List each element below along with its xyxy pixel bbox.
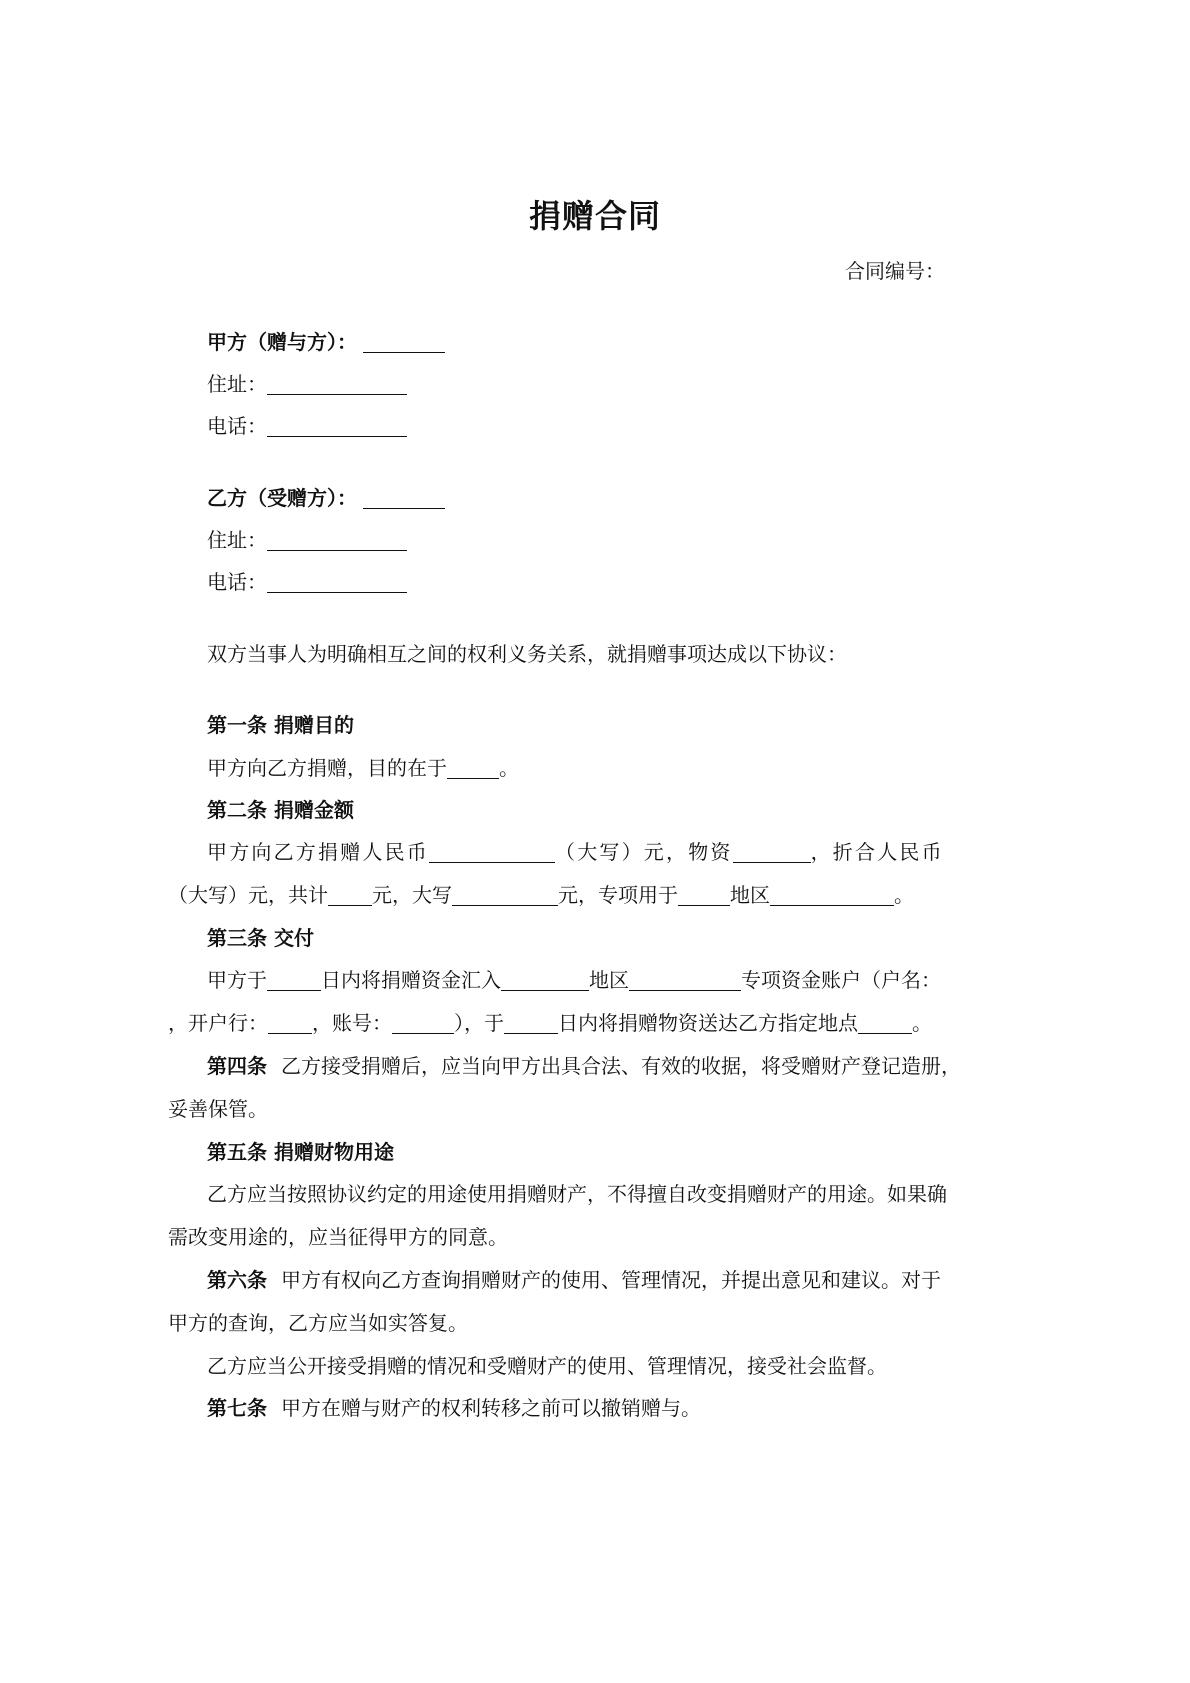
delivery-place-blank [858, 1013, 912, 1034]
party-b-phone-label: 电话： [207, 570, 267, 594]
article-6-line-3: 乙方应当公开接受捐赠的情况和受赠财产的使用、管理情况，接受社会监督。 [207, 1354, 887, 1378]
goods-blank [733, 842, 811, 863]
party-b-phone-line [207, 569, 407, 595]
article-2-text-part: （大写）元，物资 [555, 840, 733, 864]
party-a-line [207, 329, 445, 355]
article-3-text-part: 专项资金账户（户名： [741, 968, 941, 992]
party-a-address-blank [267, 374, 407, 395]
article-2-text-end: 。 [894, 883, 914, 907]
party-a-name-blank [363, 332, 445, 353]
amount-rmb-blank [429, 842, 555, 863]
article-3-heading: 第三条 交付 [207, 926, 314, 950]
article-2-text-part: 元，专项用于 [558, 883, 678, 907]
article-4-line-1 [207, 1053, 961, 1079]
account-number-blank [392, 1013, 454, 1034]
article-2-heading: 第二条 捐赠金额 [207, 798, 354, 822]
article-1-heading: 第一条 捐赠目的 [207, 713, 354, 737]
article-4-heading: 第四条 [207, 1054, 267, 1078]
party-b-label: 乙方（受赠方）： [207, 486, 357, 510]
article-2-text-part: 地区 [730, 883, 770, 907]
special-account-blank [629, 970, 741, 991]
article-1-text-end: 。 [499, 756, 519, 780]
party-a-address-line [207, 371, 407, 397]
article-5-heading: 第五条 捐赠财物用途 [207, 1140, 394, 1164]
article-3-line-2 [168, 1010, 932, 1036]
article-6-text: 甲方有权向乙方查询捐赠财产的使用、管理情况，并提出意见和建议。对于 [281, 1268, 941, 1292]
party-b-address-blank [267, 530, 407, 551]
party-b-address-label: 住址： [207, 528, 267, 552]
article-4-text: 乙方接受捐赠后，应当向甲方出具合法、有效的收据，将受赠财产登记造册， [281, 1054, 961, 1078]
total-capital-blank [452, 885, 558, 906]
article-6-heading: 第六条 [207, 1268, 267, 1292]
article-7-text: 甲方在赠与财产的权利转移之前可以撤销赠与。 [281, 1396, 701, 1420]
article-3-text-part: ，账号： [312, 1011, 392, 1035]
region-detail-blank [770, 885, 894, 906]
delivery-days-blank [504, 1013, 558, 1034]
party-a-address-label: 住址： [207, 372, 267, 396]
purpose-blank [447, 758, 499, 779]
article-3-text-end: 。 [912, 1011, 932, 1035]
article-6-line-1 [207, 1267, 941, 1293]
doc-title: 捐赠合同 [528, 197, 661, 235]
article-1-text [207, 755, 519, 781]
article-7-line-1 [207, 1395, 701, 1421]
article-1-text-part: 甲方向乙方捐赠，目的在于 [207, 756, 447, 780]
party-a-phone-blank [267, 416, 407, 437]
article-5-line-2: 需改变用途的，应当征得甲方的同意。 [168, 1225, 508, 1249]
article-4-line-2: 妥善保管。 [168, 1097, 268, 1121]
party-b-line [207, 485, 445, 511]
total-blank [328, 885, 372, 906]
article-2-text-part: ，折合人民币 [810, 840, 944, 864]
article-3-text-part: 甲方于 [207, 968, 267, 992]
party-b-phone-blank [267, 572, 407, 593]
article-2-line-1 [207, 839, 944, 865]
article-7-heading: 第七条 [207, 1396, 267, 1420]
article-3-text-part: 日内将捐赠资金汇入 [321, 968, 501, 992]
article-3-text-part: ，开户行： [168, 1011, 268, 1035]
article-3-text-part: 日内将捐赠物资送达乙方指定地点 [558, 1011, 858, 1035]
article-3-line-1 [207, 967, 941, 993]
party-a-phone-label: 电话： [207, 414, 267, 438]
intro-paragraph: 双方当事人为明确相互之间的权利义务关系，就捐赠事项达成以下协议： [207, 642, 847, 666]
contract-number-label: 合同编号： [845, 259, 945, 283]
article-5-line-1: 乙方应当按照协议约定的用途使用捐赠财产，不得擅自改变捐赠财产的用途。如果确 [207, 1182, 947, 1206]
article-2-text-part: 元，大写 [372, 883, 452, 907]
party-a-phone-line [207, 413, 407, 439]
remit-region-blank [501, 970, 589, 991]
party-b-address-line [207, 527, 407, 553]
party-b-name-blank [363, 488, 445, 509]
article-2-text-part: 甲方向乙方捐赠人民币 [207, 840, 429, 864]
article-2-line-2 [168, 882, 914, 908]
party-a-label: 甲方（赠与方）： [207, 330, 357, 354]
article-2-text-part: （大写）元，共计 [168, 883, 328, 907]
article-6-line-2: 甲方的查询，乙方应当如实答复。 [168, 1311, 468, 1335]
bank-blank [268, 1013, 312, 1034]
region-blank [678, 885, 730, 906]
article-3-text-part: 地区 [589, 968, 629, 992]
days-blank [267, 970, 321, 991]
article-3-text-part: ），于 [454, 1011, 504, 1035]
